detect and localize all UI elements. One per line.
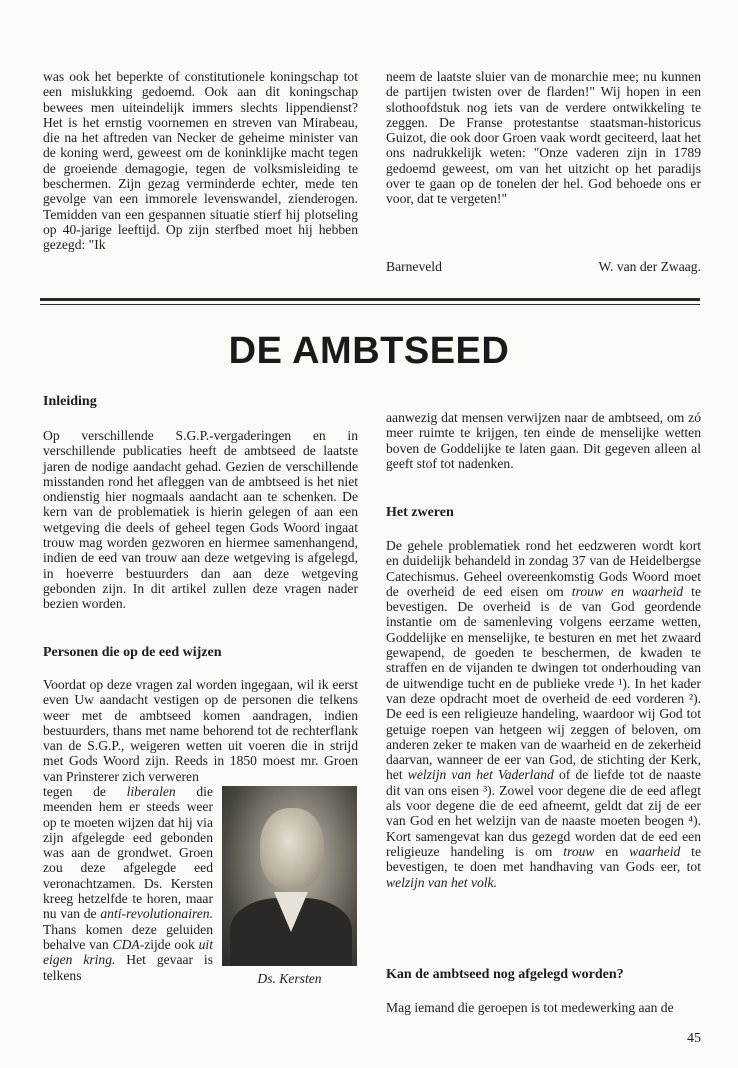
heading-kan-ambtseed: Kan de ambtseed nog afgelegd worden? bbox=[386, 967, 624, 982]
portrait-head bbox=[260, 808, 324, 890]
paragraph-personen-wrap: tegen de liberalen die meenden hem er steeds weer op te moeten wijzen dat hij via zijn afgelegde eed gebonden was aan de grondwet. Groen zou deze afgelegde eed veronachtzamen. Ds. Kersten kreeg hetzelfde te horen, maar nu van de anti-revolutionairen. Thans komen deze geluiden behalve van CDA-zijde ook uit eigen kring. Het gevaar is telkens bbox=[43, 784, 213, 983]
photo-caption: Ds. Kersten bbox=[257, 971, 322, 986]
portrait-photo bbox=[222, 786, 357, 966]
heading-inleiding: Inleiding bbox=[43, 394, 97, 409]
paragraph-zweren: De gehele problematiek rond het eedzweren wordt kort en duidelijk behandeld in zondag 37 van de Heidelbergse Catechismus. Geheel overeenkomstig Gods Woord moet de overheid de eed eisen om trouw en waarheid te bevestigen. De overheid is de van God geordende instantie om de samenleving volgens eerzame wetten, Goddelijke en menselijke, te besturen en met het zwaard gewapend, de goeden te beschermen, de kwaden te straffen en de vijanden te dwingen tot onderhouding van de uitwendige tucht en de publieke vrede ¹). In het kader van deze opdracht moet de overheid de eed vorderen ²). De eed is een religieuze handeling, waardoor wij God tot getuige roepen van hetgeen wij zeggen of beloven, om anderen zeker te maken van de waarheid en de zekerheid daarvan, wanneer de eer van God, de stichting der Kerk, het welzijn van het Vaderland of de liefde tot de naaste dit van ons eisen ³). Zowel voor degene die de eed aflegt als voor degene die de eed afneemt, geldt dat zij de eer van God en het welzijn van de naaste moeten beogen ⁴). Kort samengevat kan dus gezegd worden dat de eed een religieuze handeling is om trouw en waarheid te bevestigen, te doen met handhaving van Gods eer, tot welzijn van het volk. bbox=[386, 538, 701, 890]
top-right-text: neem de laatste sluier van de monarchie mee; nu kunnen de partijen twisten over de flarden!" Wij hopen in een slothoofdstuk nog iets van de verdere ontwikkeling te zeggen. De Franse protestantse staatsman-historicus Guizot, die ook door Groen vaak wordt geciteerd, laat het ons nadrukkelijk weten: "Onze vaderen zijn in 1789 gedoemd geweest, om van het uitzicht op het paradijs over te gaan op de tonelen der hel. God behoede ons er voor, dat te vergeten!" bbox=[386, 69, 701, 207]
page-number: 45 bbox=[687, 1031, 701, 1046]
paragraph-right-continued: aanwezig dat mensen verwijzen naar de ambtseed, om zó meer ruimte te krijgen, ten einde de menselijke wetten boven de Goddelijke te laten gaan. Dit gegeven alleen al geeft stof tot nadenken. bbox=[386, 410, 701, 471]
section-divider-thick bbox=[40, 298, 700, 301]
heading-personen: Personen die op de eed wijzen bbox=[43, 645, 222, 660]
section-divider-thin bbox=[40, 304, 700, 305]
signature-place: Barneveld bbox=[386, 259, 442, 274]
top-right-column bbox=[386, 69, 701, 207]
top-left-text: was ook het beperkte of constitutionele koningschap tot een mislukking gedoemd. Ook aan dit koningschap bewees men uiteindelijk immers slechts lippendienst? Het is het ernstig voornemen en streven van Mirabeau, die na het aftreden van Necker de geheime minister van de koning werd, geweest om de koninklijke macht tegen de groeiende demagogie, tegen de volksmisleiding te beschermen. Zijn gezag verminderde echter, mede ten gevolge van een immorele levenswandel, zienderogen. Temidden van een gespannen situatie stierf hij plotseling op 40-jarige leeftijd. Op zijn sterfbed moet hij hebben gezegd: "Ik bbox=[43, 69, 358, 253]
heading-zweren: Het zweren bbox=[386, 505, 454, 520]
signature-author: W. van der Zwaag. bbox=[598, 259, 701, 274]
top-left-column bbox=[43, 69, 358, 253]
article-title: DE AMBTSEED bbox=[228, 330, 510, 372]
paragraph-kan-ambtseed: Mag iemand die geroepen is tot medewerking aan de bbox=[386, 1000, 674, 1015]
paragraph-inleiding: Op verschillende S.G.P.-vergaderingen en in verschillende publicaties heeft de ambtseed de laatste jaren de nodige aandacht gehad. Gezien de verschillende misstanden rond het afleggen van de ambtseed is het niet ondienstig hier nogmaals aandacht aan te schenken. De kern van de problematiek is hierin gelegen of aan een wetgeving die deels of geheel tegen Gods Woord ingaat trouw mag worden gezworen en hiermee samenhangend, indien de eed van trouw aan deze wetgeving is afgelegd, in hoeverre bestuurders dan aan deze wetgeving gebonden zijn. In dit artikel zullen deze vragen nader bezien worden. bbox=[43, 428, 358, 612]
paragraph-personen: Voordat op deze vragen zal worden ingegaan, wil ik eerst even Uw aandacht vestigen op de personen die telkens weer met de ambtseed komen aandragen, indien bestuurders, thans met name behorend tot de rechterflank van de S.G.P., weigeren wetten uit voeren die in strijd met Gods Woord zijn. Reeds in 1850 moest mr. Groen van Prinsterer zich verweren bbox=[43, 677, 358, 784]
